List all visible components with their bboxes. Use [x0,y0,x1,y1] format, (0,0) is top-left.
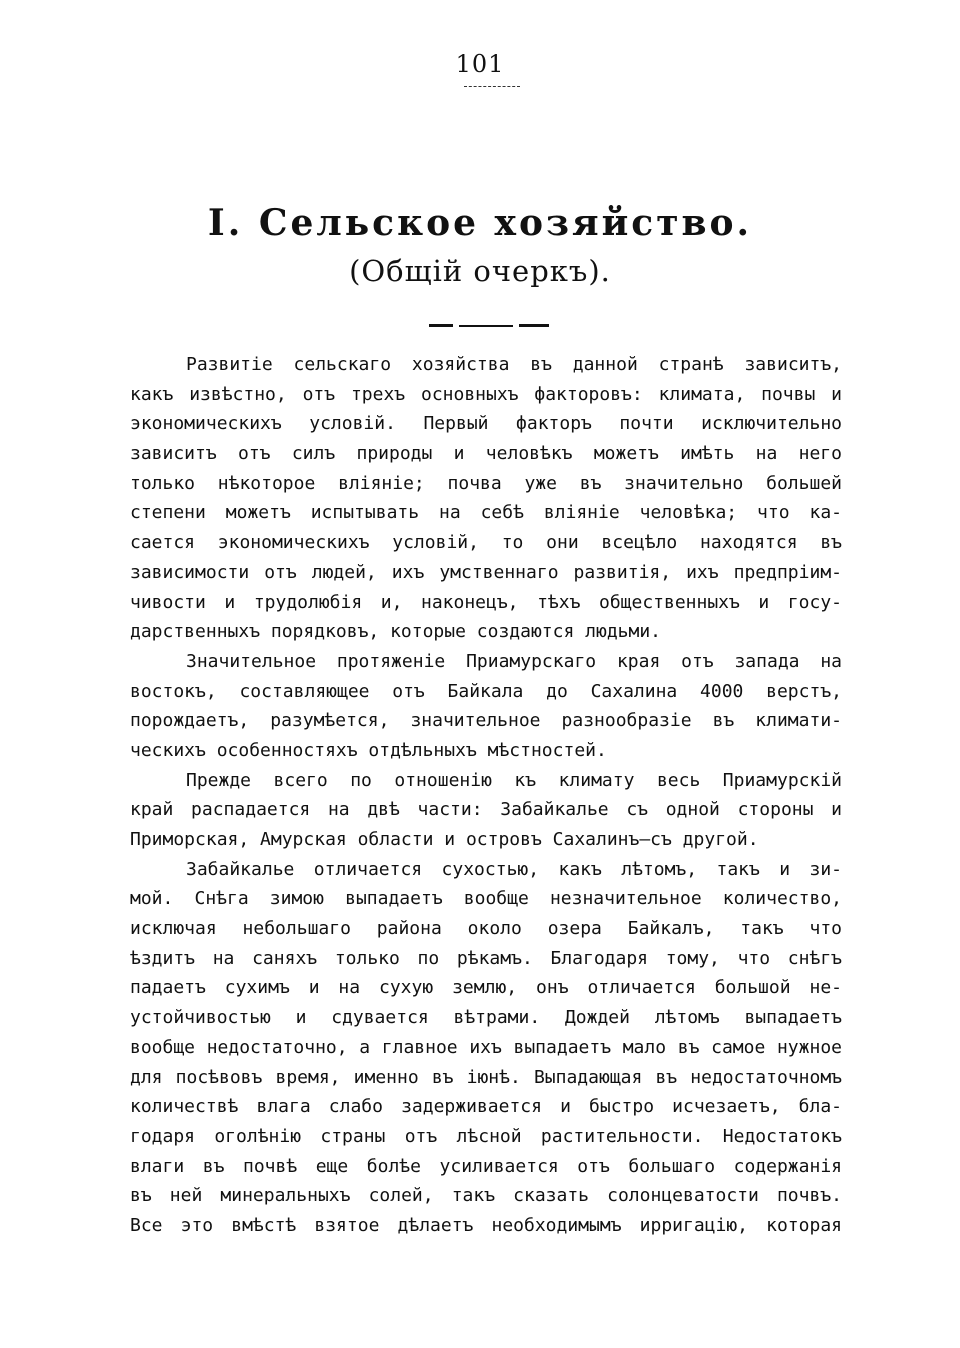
text-line: степени можетъ испытывать на себѣ вліяніе человѣка; что ка- [130,502,842,524]
title-ornament [429,322,549,330]
text-line: Приморская, Амурская области и островъ Сахалинъ—съ другой. [130,829,759,850]
text-line: востокъ, составляющее отъ Байкала до Сахалина 4000 верстъ, [130,680,842,702]
chapter-subtitle: (Общій очеркъ). [349,254,611,288]
text-line: Значительное протяженіе Приамурскаго края отъ запада на [186,650,842,672]
text-line: годаря оголѣнію страны отъ лѣсной растительности. Недостатокъ [130,1125,842,1147]
text-line: край распадается на двѣ части: Забайкалье съ одной стороны и [130,799,842,821]
text-line: количествѣ влага слабо задерживается и быстро исчезаетъ, бла- [130,1096,842,1118]
text-line: Все это вмѣстѣ взятое дѣлаетъ необходимымъ ирригацію, которая [130,1214,842,1236]
text-line: мой. Снѣга зимою выпадаетъ вообще незначительное количество, [130,888,842,910]
page-number: 101 [455,50,505,78]
text-line: въ ней минеральныхъ солей, такъ сказать солонцеватости почвъ. [130,1185,842,1207]
text-line: какъ извѣстно, отъ трехъ основныхъ факторовъ: климата, почвы и [130,383,842,405]
text-line: экономическихъ условій. Первый факторъ почти исключительно [130,413,842,435]
body-text [130,350,842,1241]
text-line: порождаетъ, разумѣется, значительное разнообразіе въ климати- [130,710,842,732]
paragraph [130,647,842,766]
text-line: исключая небольшаго района около озера Байкалъ, такъ что [130,918,842,940]
paragraph [130,855,842,1241]
paragraph [130,350,842,647]
text-line: ѣздитъ на саняхъ только по рѣкамъ. Благодаря тому, что снѣгъ [130,947,842,969]
text-line: чивости и трудолюбія и, наконецъ, тѣхъ общественныхъ и госу- [130,591,842,613]
text-line: для посѣвовъ время, именно въ іюнѣ. Выпадающая въ недостаточномъ [130,1066,842,1088]
paragraph [130,766,842,855]
text-line: дарственныхъ порядковъ, которые создаются людьми. [130,621,662,643]
text-line: Развитіе сельскаго хозяйства въ данной странѣ зависитъ, [186,354,842,375]
text-line: ческихъ особенностяхъ отдѣльныхъ мѣстностей. [130,739,607,761]
text-line: зависимости отъ людей, ихъ умственнаго развитія, ихъ предпріим- [130,561,842,583]
text-line: зависитъ отъ силъ природы и человѣкъ можетъ имѣть на него [130,443,842,465]
text-line: устойчивостью и сдувается вѣтрами. Дождей лѣтомъ выпадаетъ [130,1007,842,1029]
chapter-title: I. Сельское хозяйство. [207,202,753,244]
text-line: влаги въ почвѣ еще болѣе усиливается отъ большаго содержанія [130,1155,842,1177]
text-line: только нѣкоторое вліяніе; почва уже въ значительно большей [130,472,842,494]
text-line: сается экономическихъ условій, то они всецѣло находятся въ [130,532,842,554]
text-line: вообще недостаточно, а главное ихъ выпадаетъ мало въ самое нужное [130,1036,842,1058]
text-line: Прежде всего по отношенію къ климату весь Приамурскій [186,769,842,791]
text-line: падаетъ сухимъ и на сухую землю, онъ отличается большой не- [130,977,842,999]
page-number-rule [464,86,520,87]
text-line: Забайкалье отличается сухостью, какъ лѣтомъ, такъ и зи- [186,858,842,880]
